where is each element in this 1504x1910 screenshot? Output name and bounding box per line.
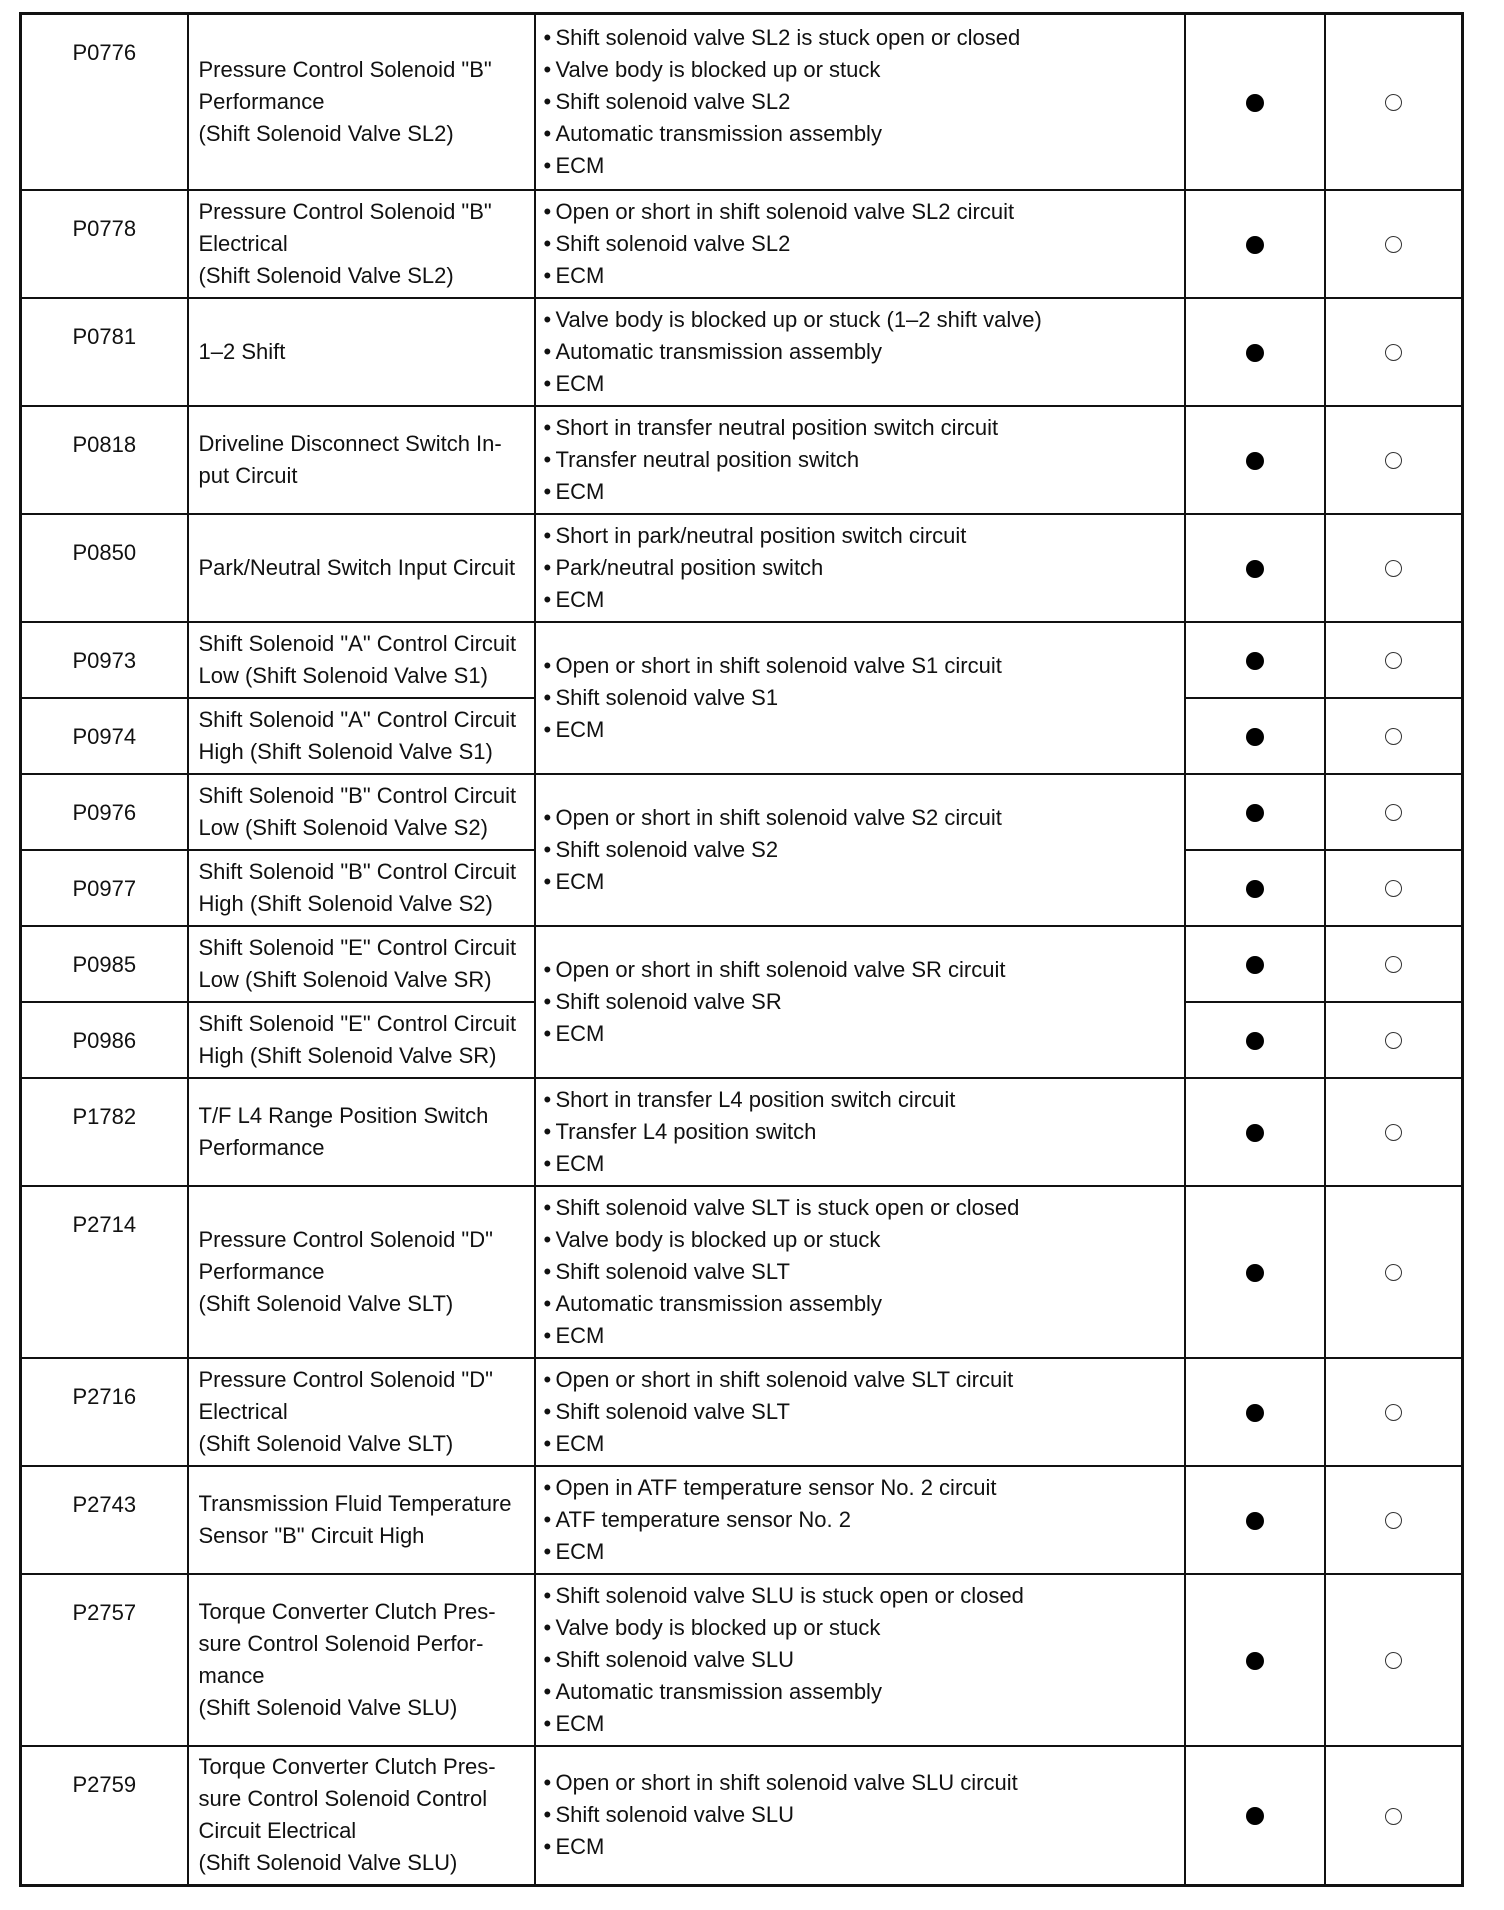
dtc-description: Shift Solenoid "B" Control Circuit Low (Shift Solenoid Valve S2)	[188, 774, 535, 850]
memory-indicator	[1325, 622, 1463, 698]
table-row	[21, 774, 1463, 850]
mil-indicator	[1185, 298, 1325, 406]
dtc-code: P2759	[21, 1746, 188, 1886]
mil-indicator	[1185, 1358, 1325, 1466]
filled-circle-icon	[1246, 94, 1264, 112]
memory-indicator	[1325, 406, 1463, 514]
empty-circle-icon	[1385, 344, 1402, 361]
empty-circle-icon	[1385, 560, 1402, 577]
mil-indicator	[1185, 1466, 1325, 1574]
filled-circle-icon	[1246, 236, 1264, 254]
memory-indicator	[1325, 1358, 1463, 1466]
dtc-code: P2743	[21, 1466, 188, 1574]
empty-circle-icon	[1385, 1124, 1402, 1141]
mil-indicator	[1185, 1574, 1325, 1746]
filled-circle-icon	[1246, 1124, 1264, 1142]
empty-circle-icon	[1385, 1404, 1402, 1421]
table-row	[21, 622, 1463, 698]
dtc-description: Transmission Fluid Temperature Sensor "B" Circuit High	[188, 1466, 535, 1574]
table-row	[21, 514, 1463, 622]
mil-indicator	[1185, 622, 1325, 698]
trouble-area: • Short in transfer neutral position switch circuit • Transfer neutral position switch • ECM	[535, 406, 1185, 514]
dtc-description: Pressure Control Solenoid "B" Performance (Shift Solenoid Valve SL2)	[188, 14, 535, 190]
memory-indicator	[1325, 1002, 1463, 1078]
dtc-code: P2757	[21, 1574, 188, 1746]
empty-circle-icon	[1385, 1652, 1402, 1669]
dtc-code: P0986	[21, 1002, 188, 1078]
dtc-description: Park/Neutral Switch Input Circuit	[188, 514, 535, 622]
trouble-area: • Open or short in shift solenoid valve SLU circuit • Shift solenoid valve SLU • ECM	[535, 1746, 1185, 1886]
dtc-code: P0776	[21, 14, 188, 190]
dtc-code: P0974	[21, 698, 188, 774]
table-row	[21, 1746, 1463, 1886]
mil-indicator	[1185, 14, 1325, 190]
mil-indicator	[1185, 406, 1325, 514]
trouble-area: • Open or short in shift solenoid valve SL2 circuit • Shift solenoid valve SL2 • ECM	[535, 190, 1185, 298]
memory-indicator	[1325, 190, 1463, 298]
filled-circle-icon	[1246, 1807, 1264, 1825]
table-row	[21, 298, 1463, 406]
filled-circle-icon	[1246, 1032, 1264, 1050]
trouble-area: • Open or short in shift solenoid valve S1 circuit • Shift solenoid valve S1 • ECM	[535, 622, 1185, 774]
filled-circle-icon	[1246, 1404, 1264, 1422]
dtc-code: P0850	[21, 514, 188, 622]
memory-indicator	[1325, 1466, 1463, 1574]
mil-indicator	[1185, 926, 1325, 1002]
dtc-description: Shift Solenoid "B" Control Circuit High (Shift Solenoid Valve S2)	[188, 850, 535, 926]
table-row	[21, 1466, 1463, 1574]
mil-indicator	[1185, 1746, 1325, 1886]
memory-indicator	[1325, 298, 1463, 406]
filled-circle-icon	[1246, 880, 1264, 898]
dtc-code: P2716	[21, 1358, 188, 1466]
empty-circle-icon	[1385, 728, 1402, 745]
memory-indicator	[1325, 1078, 1463, 1186]
table-row	[21, 1574, 1463, 1746]
filled-circle-icon	[1246, 956, 1264, 974]
trouble-area: • Shift solenoid valve SLT is stuck open or closed • Valve body is blocked up or stuck • Shift solenoid valve SLT • Automatic transmission assembly • ECM	[535, 1186, 1185, 1358]
mil-indicator	[1185, 774, 1325, 850]
dtc-description: Torque Converter Clutch Pres- sure Control Solenoid Perfor- mance (Shift Solenoid Valve SLU)	[188, 1574, 535, 1746]
memory-indicator	[1325, 14, 1463, 190]
dtc-code: P2714	[21, 1186, 188, 1358]
mil-indicator	[1185, 698, 1325, 774]
dtc-code: P0973	[21, 622, 188, 698]
table-row	[21, 14, 1463, 190]
filled-circle-icon	[1246, 344, 1264, 362]
memory-indicator	[1325, 1574, 1463, 1746]
empty-circle-icon	[1385, 956, 1402, 973]
mil-indicator	[1185, 1002, 1325, 1078]
table-row	[21, 926, 1463, 1002]
empty-circle-icon	[1385, 880, 1402, 897]
memory-indicator	[1325, 850, 1463, 926]
dtc-code: P0976	[21, 774, 188, 850]
dtc-description: Driveline Disconnect Switch In- put Circuit	[188, 406, 535, 514]
filled-circle-icon	[1246, 560, 1264, 578]
empty-circle-icon	[1385, 452, 1402, 469]
dtc-description: Shift Solenoid "E" Control Circuit High (Shift Solenoid Valve SR)	[188, 1002, 535, 1078]
trouble-area: • Open or short in shift solenoid valve SR circuit • Shift solenoid valve SR • ECM	[535, 926, 1185, 1078]
empty-circle-icon	[1385, 804, 1402, 821]
table-row	[21, 190, 1463, 298]
dtc-description: Shift Solenoid "A" Control Circuit High (Shift Solenoid Valve S1)	[188, 698, 535, 774]
mil-indicator	[1185, 1078, 1325, 1186]
trouble-area: • Open or short in shift solenoid valve SLT circuit • Shift solenoid valve SLT • ECM	[535, 1358, 1185, 1466]
filled-circle-icon	[1246, 728, 1264, 746]
trouble-area: • Shift solenoid valve SLU is stuck open or closed • Valve body is blocked up or stuck • Shift solenoid valve SLU • Automatic transmission assembly • ECM	[535, 1574, 1185, 1746]
empty-circle-icon	[1385, 1512, 1402, 1529]
empty-circle-icon	[1385, 94, 1402, 111]
memory-indicator	[1325, 514, 1463, 622]
table-row	[21, 1078, 1463, 1186]
dtc-code: P0781	[21, 298, 188, 406]
dtc-code: P0818	[21, 406, 188, 514]
trouble-area: • Open in ATF temperature sensor No. 2 circuit • ATF temperature sensor No. 2 • ECM	[535, 1466, 1185, 1574]
empty-circle-icon	[1385, 1264, 1402, 1281]
dtc-code: P0985	[21, 926, 188, 1002]
trouble-area: • Valve body is blocked up or stuck (1–2 shift valve) • Automatic transmission assembly • ECM	[535, 298, 1185, 406]
filled-circle-icon	[1246, 1264, 1264, 1282]
dtc-description: Shift Solenoid "A" Control Circuit Low (Shift Solenoid Valve S1)	[188, 622, 535, 698]
filled-circle-icon	[1246, 804, 1264, 822]
dtc-description: Pressure Control Solenoid "B" Electrical (Shift Solenoid Valve SL2)	[188, 190, 535, 298]
table-row	[21, 406, 1463, 514]
dtc-description: T/F L4 Range Position Switch Performance	[188, 1078, 535, 1186]
mil-indicator	[1185, 1186, 1325, 1358]
filled-circle-icon	[1246, 652, 1264, 670]
dtc-code: P0778	[21, 190, 188, 298]
dtc-description: Shift Solenoid "E" Control Circuit Low (Shift Solenoid Valve SR)	[188, 926, 535, 1002]
mil-indicator	[1185, 850, 1325, 926]
memory-indicator	[1325, 926, 1463, 1002]
empty-circle-icon	[1385, 1808, 1402, 1825]
dtc-description: Torque Converter Clutch Pres- sure Control Solenoid Control Circuit Electrical (Shift Solenoid Valve SLU)	[188, 1746, 535, 1886]
dtc-description: 1–2 Shift	[188, 298, 535, 406]
dtc-description: Pressure Control Solenoid "D" Performance (Shift Solenoid Valve SLT)	[188, 1186, 535, 1358]
table-row	[21, 1358, 1463, 1466]
trouble-area: • Open or short in shift solenoid valve S2 circuit • Shift solenoid valve S2 • ECM	[535, 774, 1185, 926]
memory-indicator	[1325, 1746, 1463, 1886]
mil-indicator	[1185, 190, 1325, 298]
memory-indicator	[1325, 698, 1463, 774]
empty-circle-icon	[1385, 236, 1402, 253]
trouble-area: • Short in transfer L4 position switch circuit • Transfer L4 position switch • ECM	[535, 1078, 1185, 1186]
dtc-table	[19, 12, 1464, 1887]
empty-circle-icon	[1385, 652, 1402, 669]
trouble-area: • Shift solenoid valve SL2 is stuck open or closed • Valve body is blocked up or stuck • Shift solenoid valve SL2 • Automatic transmission assembly • ECM	[535, 14, 1185, 190]
filled-circle-icon	[1246, 1512, 1264, 1530]
dtc-code: P0977	[21, 850, 188, 926]
memory-indicator	[1325, 774, 1463, 850]
empty-circle-icon	[1385, 1032, 1402, 1049]
filled-circle-icon	[1246, 1652, 1264, 1670]
filled-circle-icon	[1246, 452, 1264, 470]
dtc-description: Pressure Control Solenoid "D" Electrical (Shift Solenoid Valve SLT)	[188, 1358, 535, 1466]
dtc-code: P1782	[21, 1078, 188, 1186]
table-row	[21, 1186, 1463, 1358]
trouble-area: • Short in park/neutral position switch circuit • Park/neutral position switch • ECM	[535, 514, 1185, 622]
mil-indicator	[1185, 514, 1325, 622]
memory-indicator	[1325, 1186, 1463, 1358]
